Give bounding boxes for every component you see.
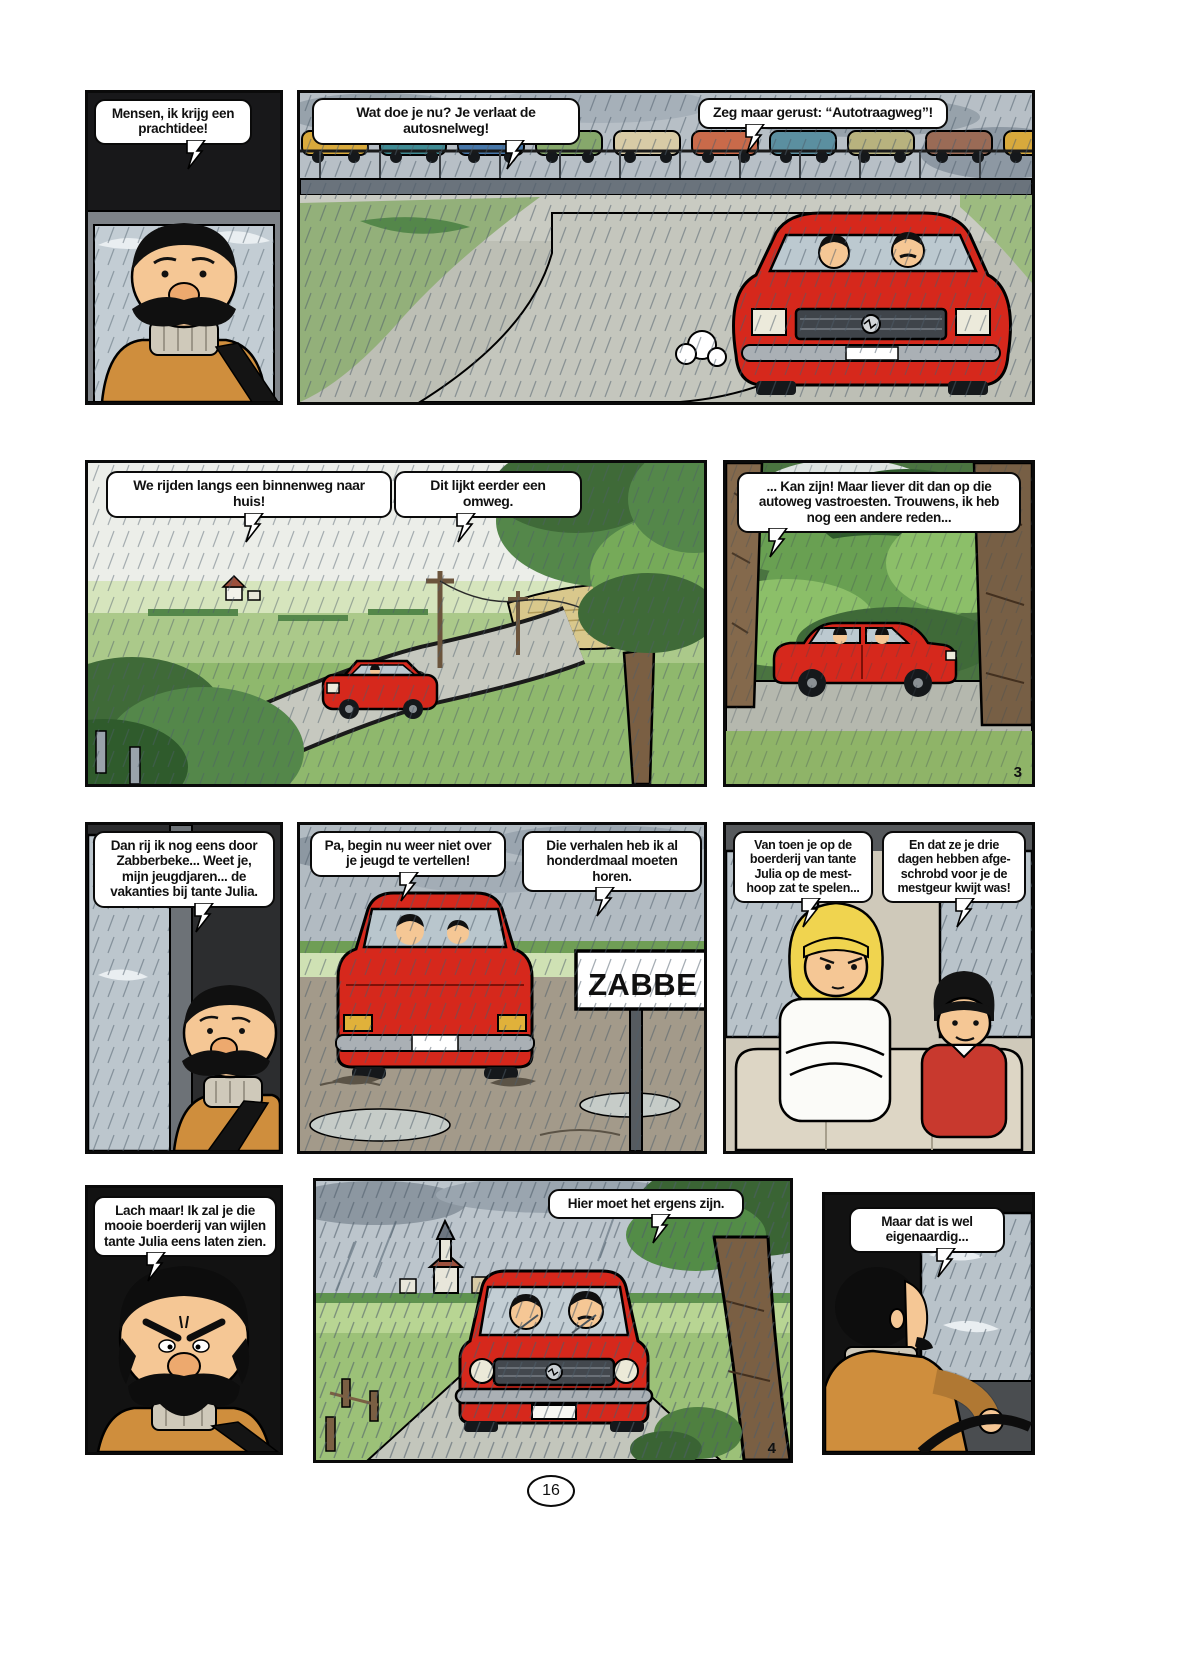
- bubble-tail: [193, 903, 215, 933]
- bubble-tail: [594, 887, 616, 917]
- bubble-tail: [398, 872, 420, 902]
- bubble-tail: [185, 140, 207, 170]
- speech-text: Lach maar! Ik zal je die mooie boerderij van wijlen tante Julia eens laten zien.: [104, 1203, 266, 1249]
- panel-5: [85, 822, 283, 1154]
- panel-10: [822, 1192, 1035, 1455]
- speech-text: ... Kan zijn! Maar liever dit dan op die autoweg vastroesten. Trouwens, ik heb nog een andere reden...: [758, 479, 1000, 525]
- speech-bubble: [733, 831, 873, 903]
- panel-2: [297, 90, 1035, 405]
- speech-bubble: [849, 1207, 1005, 1253]
- speech-text: Zeg maar gerust: “Autotraagweg”!: [713, 104, 933, 120]
- speech-text: Dan rij ik nog eens door Zabberbeke... Weet je, mijn jeugdjaren... de vakanties bij tante Julia.: [110, 838, 258, 900]
- speech-bubble: [310, 831, 506, 877]
- boy-character: [922, 971, 1006, 1137]
- panel-7: [723, 822, 1035, 1154]
- speech-bubble: [312, 98, 580, 145]
- speech-bubble: [106, 471, 392, 518]
- bubble-tail: [145, 1252, 167, 1282]
- bubble-tail: [800, 898, 822, 928]
- speech-text: Dit lijkt eerder een omweg.: [430, 477, 546, 509]
- bubble-tail: [455, 513, 477, 543]
- speech-text: Mensen, ik krijg een prachtidee!: [111, 106, 235, 137]
- speech-text: Pa, begin nu weer niet over je jeugd te vertellen!: [324, 838, 492, 869]
- bubble-tail: [243, 513, 265, 543]
- speech-text: Van toen je op de boerderij van tante Julia op de mest-hoop zat te spelen...: [746, 838, 860, 895]
- bubble-tail: [954, 898, 976, 928]
- bubble-tail: [767, 528, 789, 558]
- speech-bubble: [93, 1196, 277, 1257]
- panel-4: [723, 460, 1035, 787]
- speech-bubble: [522, 831, 702, 892]
- panel-6: [297, 822, 707, 1154]
- panel-number-3: 3: [1013, 764, 1022, 781]
- page-number: 16: [542, 1482, 560, 1499]
- panel-8: [85, 1185, 283, 1455]
- speech-text: En dat ze je drie dagen hebben afge-schrobd voor je de mestgeur kwijt was!: [897, 838, 1011, 895]
- bubble-tail: [650, 1214, 672, 1244]
- speech-bubble: [394, 471, 582, 518]
- speech-bubble: [93, 831, 275, 908]
- speech-text: We rijden langs een binnenweg naar huis!: [133, 477, 365, 509]
- panel-number-4: 4: [767, 1440, 776, 1457]
- panel-3: [85, 460, 707, 787]
- speech-bubble: [94, 99, 252, 145]
- speech-text: Maar dat is wel eigenaardig...: [881, 1214, 973, 1245]
- woman-character: [780, 903, 890, 1121]
- panel-9-art: [316, 1181, 790, 1460]
- zabbe-sign-text: ZABBE: [588, 967, 698, 1002]
- speech-text: Die verhalen heb ik al honderdmaal moeten horen.: [546, 838, 678, 884]
- speech-text: Hier moet het ergens zijn.: [567, 1196, 725, 1211]
- speech-bubble: [882, 831, 1026, 903]
- bubble-tail: [744, 124, 766, 154]
- speech-bubble: [698, 98, 948, 129]
- page-number-badge: [527, 1475, 575, 1507]
- speech-bubble: [737, 472, 1021, 533]
- driver-character: [174, 985, 280, 1151]
- speech-bubble: [548, 1189, 744, 1219]
- panel-1: [85, 90, 283, 405]
- panel-9: [313, 1178, 793, 1463]
- bubble-tail: [935, 1248, 957, 1278]
- bubble-tail: [504, 140, 526, 170]
- speech-text: Wat doe je nu? Je verlaat de autosnelweg!: [356, 104, 536, 136]
